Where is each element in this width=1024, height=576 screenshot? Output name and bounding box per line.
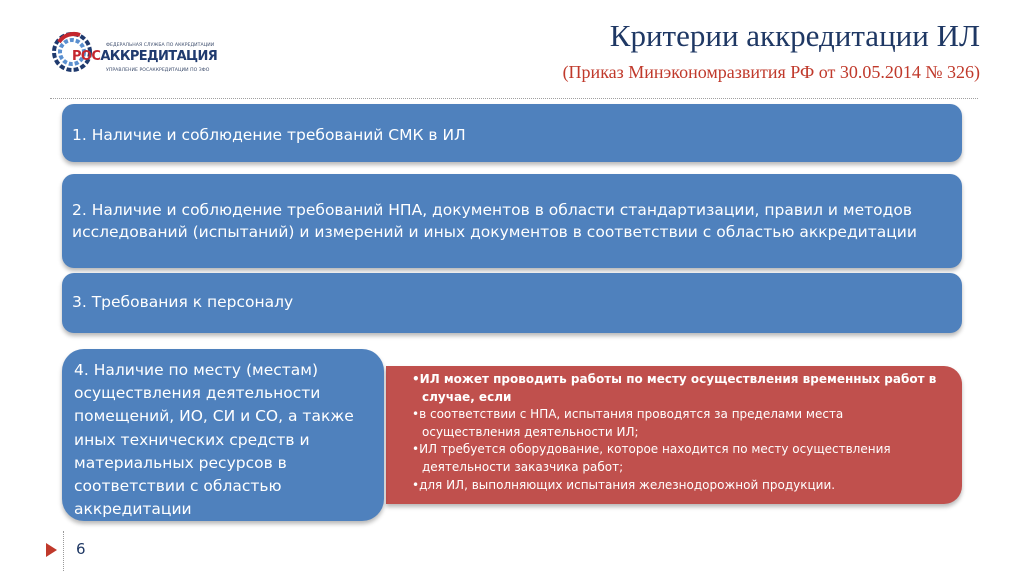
criterion-4-line: иных технических средств и (74, 430, 310, 449)
criterion-2-line: 2. Наличие и соблюдение требований НПА, документов в области стандартизации, правил и методов (72, 201, 912, 219)
criterion-2-line: исследований (испытаний) и измерений и иных документов в соответствии с областью аккредитации (72, 223, 917, 241)
criterion-4-line: соответствии с областью (74, 477, 282, 496)
conditions-item: •в соответствии с НПА, испытания проводятся за пределами места (412, 407, 844, 422)
logo-department-name: УПРАВЛЕНИЕ РОСАККРЕДИТАЦИИ ПО ЗФО (106, 68, 210, 73)
slide-subtitle: (Приказ Минэкономразвития РФ от 30.05.2014 № 326) (562, 62, 980, 82)
criterion-1-text: 1. Наличие и соблюдение требований СМК в ИЛ (72, 126, 466, 144)
criterion-3-text: 3. Требования к персоналу (72, 293, 294, 311)
criterion-3-box (62, 273, 962, 333)
criterion-4-line: 4. Наличие по месту (местам) (74, 361, 319, 379)
conditions-item: деятельности заказчика работ; (422, 459, 624, 474)
header-divider (50, 98, 978, 99)
triangle-right-icon (46, 543, 57, 557)
conditions-item: •ИЛ требуется оборудование, которое находится по месту осуществления (412, 442, 891, 457)
logo-wordmark: РОСАККРЕДИТАЦИЯ (72, 49, 218, 64)
conditions-heading: случае, если (422, 389, 512, 404)
criterion-4-line: аккредитации (74, 500, 192, 519)
criterion-4-line: помещений, ИО, СИ и СО, а также (74, 407, 354, 426)
conditions-item: осуществления деятельности ИЛ; (422, 424, 639, 439)
criterion-4-line: осуществления деятельности (74, 384, 321, 403)
criterion-4-box (62, 349, 384, 521)
criterion-2-box (62, 174, 962, 268)
criterion-1-box (62, 104, 962, 162)
page-number: 6 (76, 540, 86, 558)
slide-title: Критерии аккредитации ИЛ (609, 18, 980, 53)
conditions-heading: •ИЛ может проводить работы по месту осуществления временных работ в (412, 372, 937, 386)
conditions-item: •для ИЛ, выполняющих испытания железнодорожной продукции. (412, 477, 836, 492)
conditions-box (386, 366, 962, 504)
criterion-4-line: материальных ресурсов в (74, 453, 287, 472)
logo-agency-name: ФЕДЕРАЛЬНАЯ СЛУЖБА ПО АККРЕДИТАЦИИ (106, 43, 215, 48)
rosakkreditatsiya-logo (50, 24, 218, 82)
footer-divider (63, 531, 64, 571)
